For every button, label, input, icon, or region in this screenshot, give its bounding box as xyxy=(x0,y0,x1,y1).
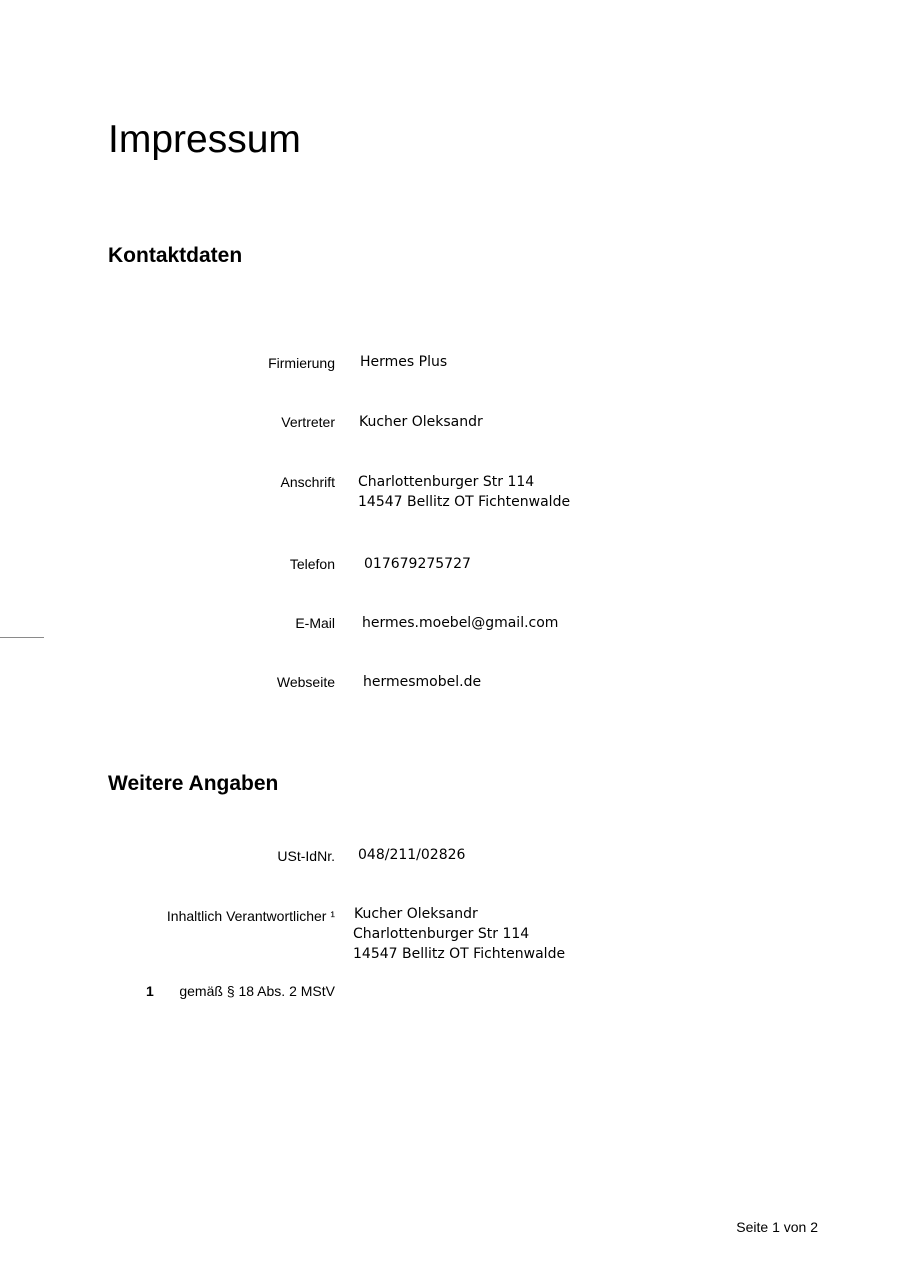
vertreter-label: Vertreter xyxy=(281,414,335,430)
anschrift-line-street: Charlottenburger Str 114 xyxy=(358,474,535,490)
footnote-text: gemäß § 18 Abs. 2 MStV xyxy=(179,983,335,999)
webseite-label: Webseite xyxy=(276,674,335,690)
ustid-label: USt-IdNr. xyxy=(277,848,335,864)
email-label: E-Mail xyxy=(295,615,335,631)
responsible-line-city: 14547 Bellitz OT Fichtenwalde xyxy=(353,946,566,962)
page-indicator: Seite 1 von 2 xyxy=(736,1219,818,1235)
webseite-value[interactable]: hermesmobel.de xyxy=(363,674,482,690)
responsible-label: Inhaltlich Verantwortlicher ¹ xyxy=(166,908,335,924)
email-value[interactable]: hermes.moebel@gmail.com xyxy=(362,615,559,631)
responsible-line-name: Kucher Oleksandr xyxy=(354,906,478,922)
telefon-label: Telefon xyxy=(289,556,335,572)
firmierung-label: Firmierung xyxy=(268,355,335,371)
firmierung-value: Hermes Plus xyxy=(360,354,448,370)
section-heading-weitere-angaben: Weitere Angaben xyxy=(108,772,279,795)
ustid-value: 048/211/02826 xyxy=(358,847,466,863)
section-heading-kontaktdaten: Kontaktdaten xyxy=(108,244,243,267)
vertreter-value: Kucher Oleksandr xyxy=(359,414,483,430)
page-title: Impressum xyxy=(108,118,301,161)
responsible-value xyxy=(353,904,565,964)
footnote-number: 1 xyxy=(146,983,154,999)
responsible-line-street: Charlottenburger Str 114 xyxy=(353,926,530,942)
margin-fold-mark xyxy=(0,637,44,638)
anschrift-label: Anschrift xyxy=(280,474,335,490)
telefon-value: 017679275727 xyxy=(364,556,471,572)
anschrift-line-city: 14547 Bellitz OT Fichtenwalde xyxy=(358,494,571,510)
anschrift-value xyxy=(358,472,570,512)
